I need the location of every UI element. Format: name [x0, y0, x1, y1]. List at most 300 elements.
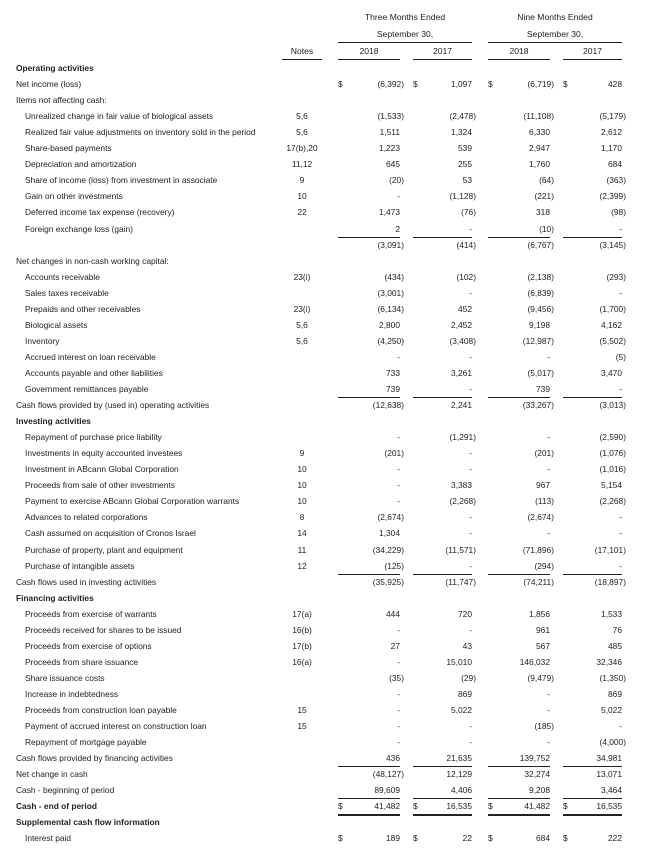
value-cell [563, 702, 622, 718]
table-row [0, 188, 648, 204]
value: 1,511 [379, 127, 400, 138]
value-cell [563, 461, 626, 477]
row-label: Investments in equity accounted investees [25, 448, 183, 459]
value: 2,947 [529, 143, 550, 154]
value: 53 [462, 175, 472, 186]
table-row [0, 654, 648, 670]
value: 27 [390, 640, 400, 651]
value: 9,198 [529, 319, 550, 330]
value: (74,211) [523, 576, 554, 587]
value-cell [488, 509, 554, 525]
value: - [469, 512, 472, 523]
value: 2,452 [451, 319, 472, 330]
value: (294) [534, 560, 554, 571]
row-label: Unrealized change in fair value of biological assets [25, 111, 214, 122]
value: (1,700) [599, 303, 626, 314]
value-cell [563, 509, 622, 525]
row-label: Cash - beginning of period [16, 785, 115, 796]
value-cell [413, 509, 472, 525]
value-cell [413, 204, 476, 220]
table-row [0, 574, 648, 590]
value-cell [488, 188, 554, 204]
value: 16,535 [446, 801, 472, 812]
table-row [0, 750, 648, 766]
value-cell [338, 638, 400, 654]
table-row [0, 702, 648, 718]
value-cell [338, 798, 400, 814]
value-cell [338, 766, 404, 782]
value-cell [563, 76, 622, 92]
value-cell [338, 269, 404, 285]
value: (2,674) [377, 512, 404, 523]
value: (185) [534, 721, 554, 732]
value: - [397, 737, 400, 748]
row-note-ref: 10 [297, 191, 307, 202]
value: 428 [608, 79, 622, 90]
row-note-ref: 16(b) [292, 624, 312, 635]
value: (12,987) [522, 335, 554, 346]
row-label: Payment to exercise ABcann Global Corporation warrants [25, 496, 240, 507]
table-row [0, 718, 648, 734]
value: - [469, 351, 472, 362]
value: (1,350) [599, 672, 626, 683]
value-cell [488, 734, 550, 750]
value-cell [563, 140, 622, 156]
value-cell [413, 188, 476, 204]
value-cell [413, 140, 472, 156]
row-label: Proceeds from sale of other investments [25, 480, 175, 491]
value-cell [563, 429, 626, 445]
value-cell [563, 172, 626, 188]
row-label: Inventory [25, 335, 60, 346]
value-cell [338, 558, 404, 574]
value-cell [413, 333, 476, 349]
value-cell [338, 606, 400, 622]
value-cell [338, 76, 404, 92]
value: - [619, 721, 622, 732]
value: (2,138) [527, 271, 554, 282]
table-row [0, 365, 648, 381]
value: (1,128) [449, 191, 476, 202]
currency-symbol: $ [563, 801, 568, 812]
value-cell [413, 734, 472, 750]
value: - [469, 624, 472, 635]
value: 733 [386, 367, 400, 378]
value: (98) [611, 207, 626, 218]
row-note-ref: 12 [297, 560, 307, 571]
value-cell [413, 156, 472, 172]
value: - [469, 384, 472, 394]
value-cell [488, 830, 550, 846]
row-note-ref: 17(a) [292, 608, 312, 619]
header-three-months-line1: Three Months Ended [364, 12, 446, 22]
value-cell [413, 172, 472, 188]
row-label: Increase in indebtedness [25, 688, 119, 699]
value-cell [338, 397, 404, 413]
value-cell [563, 124, 622, 140]
row-label: Government remittances payable [25, 384, 149, 394]
row-label: Cash assumed on acquisition of Cronos Israel [25, 528, 196, 539]
value-cell [413, 397, 472, 413]
value-cell [563, 766, 622, 782]
table-row [0, 140, 648, 156]
value: (2,478) [449, 111, 476, 122]
table-row [0, 108, 648, 124]
value: (2,268) [599, 496, 626, 507]
value: (2,590) [599, 432, 626, 443]
table-row [0, 542, 648, 558]
value-cell [563, 798, 622, 814]
row-label: Proceeds from exercise of warrants [25, 608, 157, 619]
value-cell [563, 269, 626, 285]
header-nine-months-line1: Nine Months Ended [517, 12, 593, 22]
currency-symbol: $ [413, 79, 418, 90]
table-row [0, 172, 648, 188]
value: 3,464 [601, 785, 622, 796]
currency-symbol: $ [563, 79, 568, 90]
value: - [397, 496, 400, 507]
value-cell [338, 349, 400, 365]
table-row [0, 301, 648, 317]
value-cell [413, 76, 472, 92]
value: (5,179) [599, 111, 626, 122]
value-cell [413, 349, 472, 365]
value: (3,001) [377, 287, 404, 298]
value-cell [413, 686, 472, 702]
value: (414) [456, 239, 476, 250]
currency-symbol: $ [338, 833, 343, 844]
value-cell [488, 285, 554, 301]
value-cell [413, 606, 472, 622]
row-note-ref: 9 [299, 448, 305, 459]
row-label: Investment in ABcann Global Corporation [25, 464, 179, 475]
value: 9,208 [529, 785, 550, 796]
row-label: Advances to related corporations [25, 512, 148, 523]
row-note-ref: 17(b),20 [286, 143, 318, 154]
value-cell [413, 461, 472, 477]
value-cell [338, 172, 404, 188]
value-cell [488, 461, 550, 477]
value-cell [488, 638, 550, 654]
table-row [0, 285, 648, 301]
value: 32,346 [596, 656, 622, 667]
value: (11,747) [445, 576, 476, 587]
row-label: Deferred income tax expense (recovery) [25, 207, 175, 218]
row-note-ref: 5,6 [296, 319, 308, 330]
value-cell [488, 702, 550, 718]
row-note-ref: 9 [299, 175, 305, 186]
value: (113) [535, 496, 554, 507]
table-row [0, 317, 648, 333]
value-cell [563, 606, 622, 622]
row-note-ref: 10 [297, 464, 307, 475]
table-row [0, 606, 648, 622]
row-label: Investing activities [16, 416, 91, 427]
value-cell [413, 477, 472, 493]
row-label: Cash - end of period [16, 801, 97, 812]
header-year: 2018 [359, 46, 379, 56]
value: 5,022 [451, 705, 472, 715]
value: (6,839) [527, 287, 554, 298]
value-cell [338, 574, 404, 590]
header-notes: Notes [290, 46, 314, 56]
value: 444 [386, 608, 400, 619]
value-cell [488, 333, 554, 349]
value: - [547, 688, 550, 699]
table-row [0, 76, 648, 92]
value-cell [338, 718, 400, 734]
section-heading [0, 590, 648, 606]
value-cell [563, 830, 622, 846]
value: (102) [456, 271, 476, 282]
header-nine-months-line2: September 30, [526, 29, 584, 39]
value-cell [338, 301, 404, 317]
row-label: Proceeds from share issuance [25, 656, 139, 667]
row-label: Operating activities [16, 63, 94, 73]
value-cell [488, 108, 554, 124]
value-cell [488, 493, 554, 509]
value: - [619, 560, 622, 571]
value: 739 [536, 384, 550, 394]
value: 22 [462, 833, 472, 844]
value: (11,571) [445, 544, 476, 555]
value-cell [488, 542, 554, 558]
value-cell [488, 782, 550, 798]
value-cell [338, 686, 400, 702]
value: - [469, 448, 472, 459]
row-note-ref: 23(i) [293, 303, 311, 314]
value-cell [338, 188, 400, 204]
value: - [469, 287, 472, 298]
value: (3,408) [449, 335, 476, 346]
table-row [0, 734, 648, 750]
value: 34,981 [596, 753, 622, 764]
value-cell [563, 349, 626, 365]
value: - [397, 688, 400, 699]
value-cell [338, 237, 404, 253]
value: 1,473 [379, 207, 400, 218]
value-cell [413, 718, 472, 734]
value: 684 [536, 833, 550, 844]
row-label: Cash flows provided by (used in) operating activities [16, 400, 210, 411]
value-cell [338, 461, 400, 477]
value: (34,229) [372, 544, 404, 555]
value-cell [338, 445, 404, 461]
value: - [397, 191, 400, 202]
value-cell [488, 381, 550, 397]
value: 869 [458, 688, 472, 699]
value: 2 [395, 223, 400, 234]
value-cell [563, 301, 626, 317]
value: 5,022 [601, 705, 622, 715]
table-row [0, 397, 648, 413]
value: (5) [615, 351, 626, 362]
value-cell [563, 558, 622, 574]
value-cell [488, 574, 554, 590]
value: 2,612 [601, 127, 622, 138]
row-label: Accounts receivable [25, 271, 100, 282]
value: (2,674) [527, 512, 554, 523]
row-note-ref: 10 [297, 480, 307, 491]
value: (10) [539, 223, 554, 234]
value: (2,268) [449, 496, 476, 507]
row-label: Share issuance costs [25, 672, 105, 683]
row-note-ref: 16(a) [292, 656, 312, 667]
value: 1,223 [379, 143, 400, 154]
row-label: Net change in cash [16, 769, 88, 780]
value-cell [338, 429, 400, 445]
value-cell [413, 381, 472, 397]
value-cell [488, 140, 550, 156]
value: 41,482 [374, 801, 400, 812]
value-cell [413, 317, 472, 333]
value: - [547, 351, 550, 362]
currency-symbol: $ [413, 801, 418, 812]
value-cell [338, 670, 404, 686]
value: 3,261 [451, 367, 472, 378]
table-row [0, 204, 648, 220]
value: 1,304 [379, 528, 400, 539]
value: (20) [389, 175, 404, 186]
row-note-ref: 11 [297, 544, 307, 555]
table-row [0, 509, 648, 525]
value-cell [563, 156, 622, 172]
value: (221) [534, 191, 554, 202]
value-cell [563, 477, 622, 493]
value: (35,925) [372, 576, 404, 587]
value: - [619, 512, 622, 523]
table-row [0, 156, 648, 172]
value: 139,752 [519, 753, 550, 764]
value-cell [413, 702, 472, 718]
table-row [0, 638, 648, 654]
value-cell [563, 381, 622, 397]
row-label: Realized fair value adjustments on inventory sold in the period [25, 127, 256, 138]
table-row [0, 381, 648, 397]
row-label: Payment of accrued interest on construction loan [25, 721, 207, 732]
value: (17,101) [594, 544, 626, 555]
header-year: 2017 [582, 46, 603, 56]
value-cell [338, 750, 400, 766]
value: (1,076) [599, 448, 626, 459]
row-label: Purchase of intangible assets [25, 560, 135, 571]
value-cell [413, 622, 472, 638]
value-cell [488, 221, 554, 237]
row-note-ref: 15 [297, 721, 307, 732]
value-cell [413, 493, 476, 509]
table-row [0, 333, 648, 349]
currency-symbol: $ [488, 79, 493, 90]
row-note-ref: 5,6 [296, 111, 308, 122]
value: 32,274 [524, 769, 550, 780]
header-year: 2018 [509, 46, 529, 56]
table-row [0, 124, 648, 140]
value: (1,291) [449, 432, 476, 443]
value: (4,250) [377, 335, 404, 346]
table-row [0, 461, 648, 477]
section-heading [0, 814, 648, 830]
value: 720 [458, 608, 472, 619]
value: 4,406 [451, 785, 472, 796]
currency-symbol: $ [413, 833, 418, 844]
value: (9,456) [527, 303, 554, 314]
value: - [397, 464, 400, 475]
row-label: Foreign exchange loss (gain) [25, 223, 134, 234]
value: (35) [389, 672, 404, 683]
value: 2,800 [379, 319, 400, 330]
value: 3,470 [601, 367, 622, 378]
value-cell [338, 525, 400, 541]
value: - [547, 528, 550, 539]
value-cell [488, 237, 554, 253]
value-cell [488, 76, 554, 92]
value-cell [563, 204, 626, 220]
value: - [469, 528, 472, 539]
value-cell [563, 493, 626, 509]
value-cell [488, 477, 550, 493]
value-cell [338, 830, 400, 846]
value-cell [488, 798, 550, 814]
value: 41,482 [524, 801, 550, 812]
value: (6,392) [377, 79, 404, 90]
table-row [0, 782, 648, 798]
value-cell [563, 782, 622, 798]
value-cell [413, 542, 476, 558]
value: - [397, 624, 400, 635]
value-cell [413, 766, 472, 782]
value-cell [338, 477, 400, 493]
value-cell [488, 654, 550, 670]
value-cell [488, 269, 554, 285]
value: - [397, 656, 400, 667]
value-cell [338, 140, 400, 156]
table-row [0, 221, 648, 237]
row-label: Cash flows used in investing activities [16, 576, 157, 587]
value-cell [488, 525, 550, 541]
value-cell [563, 333, 626, 349]
value: 15,010 [446, 656, 472, 667]
value: 539 [458, 143, 472, 154]
value: (29) [461, 672, 476, 683]
row-label: Supplemental cash flow information [16, 817, 160, 828]
value-cell [488, 766, 550, 782]
value: (9,479) [527, 672, 554, 683]
value: 1,856 [529, 608, 550, 619]
row-label: Repayment of purchase price liability [25, 432, 162, 443]
value: 1,760 [529, 159, 550, 170]
value: (1,533) [377, 111, 404, 122]
value: 961 [536, 624, 550, 635]
value: 6,330 [529, 127, 550, 138]
value-cell [488, 397, 554, 413]
value: (363) [606, 175, 626, 186]
value-cell [488, 670, 554, 686]
value: (3,145) [599, 239, 626, 250]
value: (48,127) [372, 769, 404, 780]
value-cell [338, 285, 404, 301]
value-cell [413, 445, 472, 461]
row-label: Share of income (loss) from investment in associate [25, 175, 218, 186]
value-cell [563, 654, 622, 670]
row-note-ref: 5,6 [296, 335, 308, 346]
table-row [0, 429, 648, 445]
value-cell [338, 333, 404, 349]
value: - [469, 721, 472, 732]
row-note-ref: 10 [297, 496, 307, 507]
value-cell [563, 237, 626, 253]
value: (3,091) [377, 239, 404, 250]
value: (1,016) [599, 464, 626, 475]
